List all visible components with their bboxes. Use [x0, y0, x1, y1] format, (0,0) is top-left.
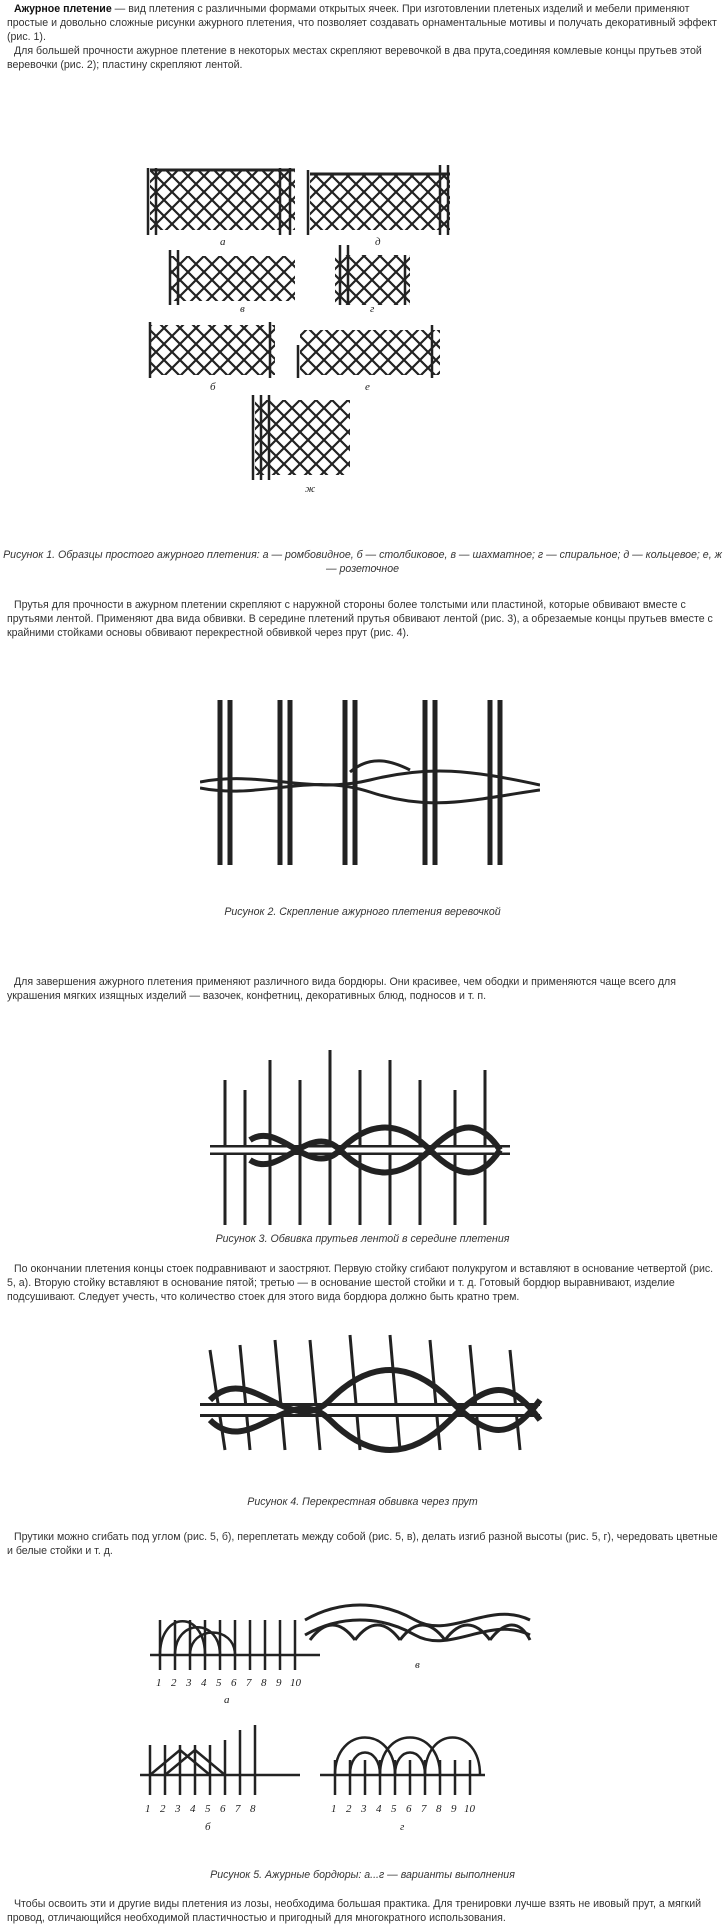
svg-text:10: 10 — [464, 1803, 475, 1815]
svg-text:4: 4 — [190, 1803, 196, 1815]
svg-text:1: 1 — [145, 1803, 151, 1815]
fig5-a-numbers — [156, 1677, 302, 1689]
fig5-g-numbers — [331, 1803, 476, 1815]
figure-1-caption: Рисунок 1. Образцы простого ажурного плетения: а — ромбовидное, б — столбиковое, в — шахматное; г — спиральное; д — кольцевое; е, ж — розеточное — [3, 549, 722, 575]
fig1-label-e: е — [365, 381, 370, 393]
svg-text:8: 8 — [250, 1803, 256, 1815]
svg-text:9: 9 — [451, 1803, 457, 1815]
svg-text:7: 7 — [246, 1677, 252, 1689]
paragraph-7: Чтобы освоить эти и другие виды плетения из лозы, необходима большая практика. Для тренировки лучше взять не ивовый прут, а мягкий провод, отличающийся необходимой пластичностью и пригодный для многократного использования. — [7, 1898, 702, 1924]
svg-text:5: 5 — [205, 1803, 211, 1815]
svg-text:7: 7 — [235, 1803, 241, 1815]
figure-5-caption: Рисунок 5. Ажурные бордюры: а...г — варианты выполнения — [210, 1869, 515, 1881]
intro-term: Ажурное плетение — [14, 3, 112, 15]
svg-text:6: 6 — [406, 1803, 412, 1815]
svg-text:5: 5 — [216, 1677, 222, 1689]
svg-text:2: 2 — [346, 1803, 352, 1815]
figure-2-svg — [200, 700, 540, 875]
figure-5-svg — [140, 1600, 590, 1835]
figure-1-svg — [140, 160, 590, 505]
paragraph-6: Прутики можно сгибать под углом (рис. 5, б), переплетать между собой (рис. 5, в), делать изгиб разной высоты (рис. 5, г), чередовать цветные и белые стойки и т. д. — [7, 1531, 718, 1557]
paragraph-2: Для большей прочности ажурное плетение в некоторых местах скрепляют веревочкой в два прута,соединяя комлевые концы прутьев этой веревочки (рис. 2); пластину скрепляют лентой. — [7, 45, 702, 71]
figure-4-caption: Рисунок 4. Перекрестная обвивка через прут — [247, 1496, 478, 1508]
svg-text:3: 3 — [175, 1803, 181, 1815]
fig5-label-v: в — [415, 1659, 420, 1671]
svg-text:8: 8 — [261, 1677, 267, 1689]
fig1-label-v: в — [240, 303, 245, 315]
fig1-label-a: а — [220, 236, 226, 248]
paragraph-5: По окончании плетения концы стоек подравнивают и заостряют. Первую стойку сгибают полукругом и вставляют в основание четвертой (рис. 5, а). Вторую стойку вставляют в основание пятой; третью — в основание шестой стойки и т. д. Готовый бордюр выравнивают, изделие подсушивают. Следует учесть, что количество стоек для этого вида бордюра должно быть кратно трем. — [7, 1263, 714, 1303]
fig5-b-numbers — [145, 1803, 256, 1815]
figure-4-svg — [190, 1330, 550, 1470]
figure-1-image — [140, 160, 590, 505]
svg-text:4: 4 — [376, 1803, 382, 1815]
svg-text:9: 9 — [276, 1677, 282, 1689]
figure-3-caption: Рисунок 3. Обвивка прутьев лентой в середине плетения — [215, 1233, 510, 1245]
svg-text:2: 2 — [160, 1803, 166, 1815]
intro-text: — вид плетения с различными формами открытых ячеек. При изготовлении плетеных изделий и мебели применяют простые и довольно сложные рисунки ажурного плетения, что позволяет создавать орнаментальные мотивы и получать декоративный эффект (рис. 1). — [7, 3, 717, 43]
figure-2-image — [200, 700, 540, 875]
figure-3-svg — [210, 1050, 510, 1230]
svg-text:5: 5 — [391, 1803, 397, 1815]
svg-text:3: 3 — [361, 1803, 367, 1815]
figure-5-image — [140, 1600, 590, 1835]
svg-text:10: 10 — [290, 1677, 301, 1689]
svg-text:2: 2 — [171, 1677, 177, 1689]
fig1-label-d: д — [375, 236, 381, 248]
paragraph-3: Прутья для прочности в ажурном плетении скрепляют с наружной стороны более толстыми или пластиной, которые обвивают вместе с прутьями лентой. Применяют два вида обвивки. В середине плетений прутья обвивают лентой (рис. 3), а обрезаемые концы прутьев вместе с крайними стойками основы обвивают перекрестной обвивкой через прут (рис. 4). — [7, 599, 713, 639]
svg-text:7: 7 — [421, 1803, 427, 1815]
fig5-label-b: б — [205, 1821, 211, 1833]
fig5-label-g: г — [400, 1821, 405, 1833]
svg-text:8: 8 — [436, 1803, 442, 1815]
intro-paragraph — [7, 2, 719, 44]
figure-3-image — [210, 1050, 510, 1230]
svg-text:1: 1 — [156, 1677, 162, 1689]
svg-text:3: 3 — [186, 1677, 192, 1689]
fig1-label-zh: ж — [305, 483, 316, 495]
fig1-label-b: б — [210, 381, 216, 393]
svg-text:6: 6 — [220, 1803, 226, 1815]
svg-text:6: 6 — [231, 1677, 237, 1689]
fig5-label-a: а — [224, 1694, 230, 1706]
paragraph-4: Для завершения ажурного плетения применяют различного вида бордюры. Они красивее, чем ободки и применяются чаще всего для украшения мягких изящных изделий — вазочек, конфетниц, декоративных блюд, подносов и т. п. — [7, 976, 676, 1002]
fig1-label-g: г — [370, 303, 375, 315]
svg-text:1: 1 — [331, 1803, 337, 1815]
svg-text:4: 4 — [201, 1677, 207, 1689]
figure-4-image — [190, 1330, 550, 1470]
figure-2-caption: Рисунок 2. Скрепление ажурного плетения веревочкой — [224, 906, 501, 918]
